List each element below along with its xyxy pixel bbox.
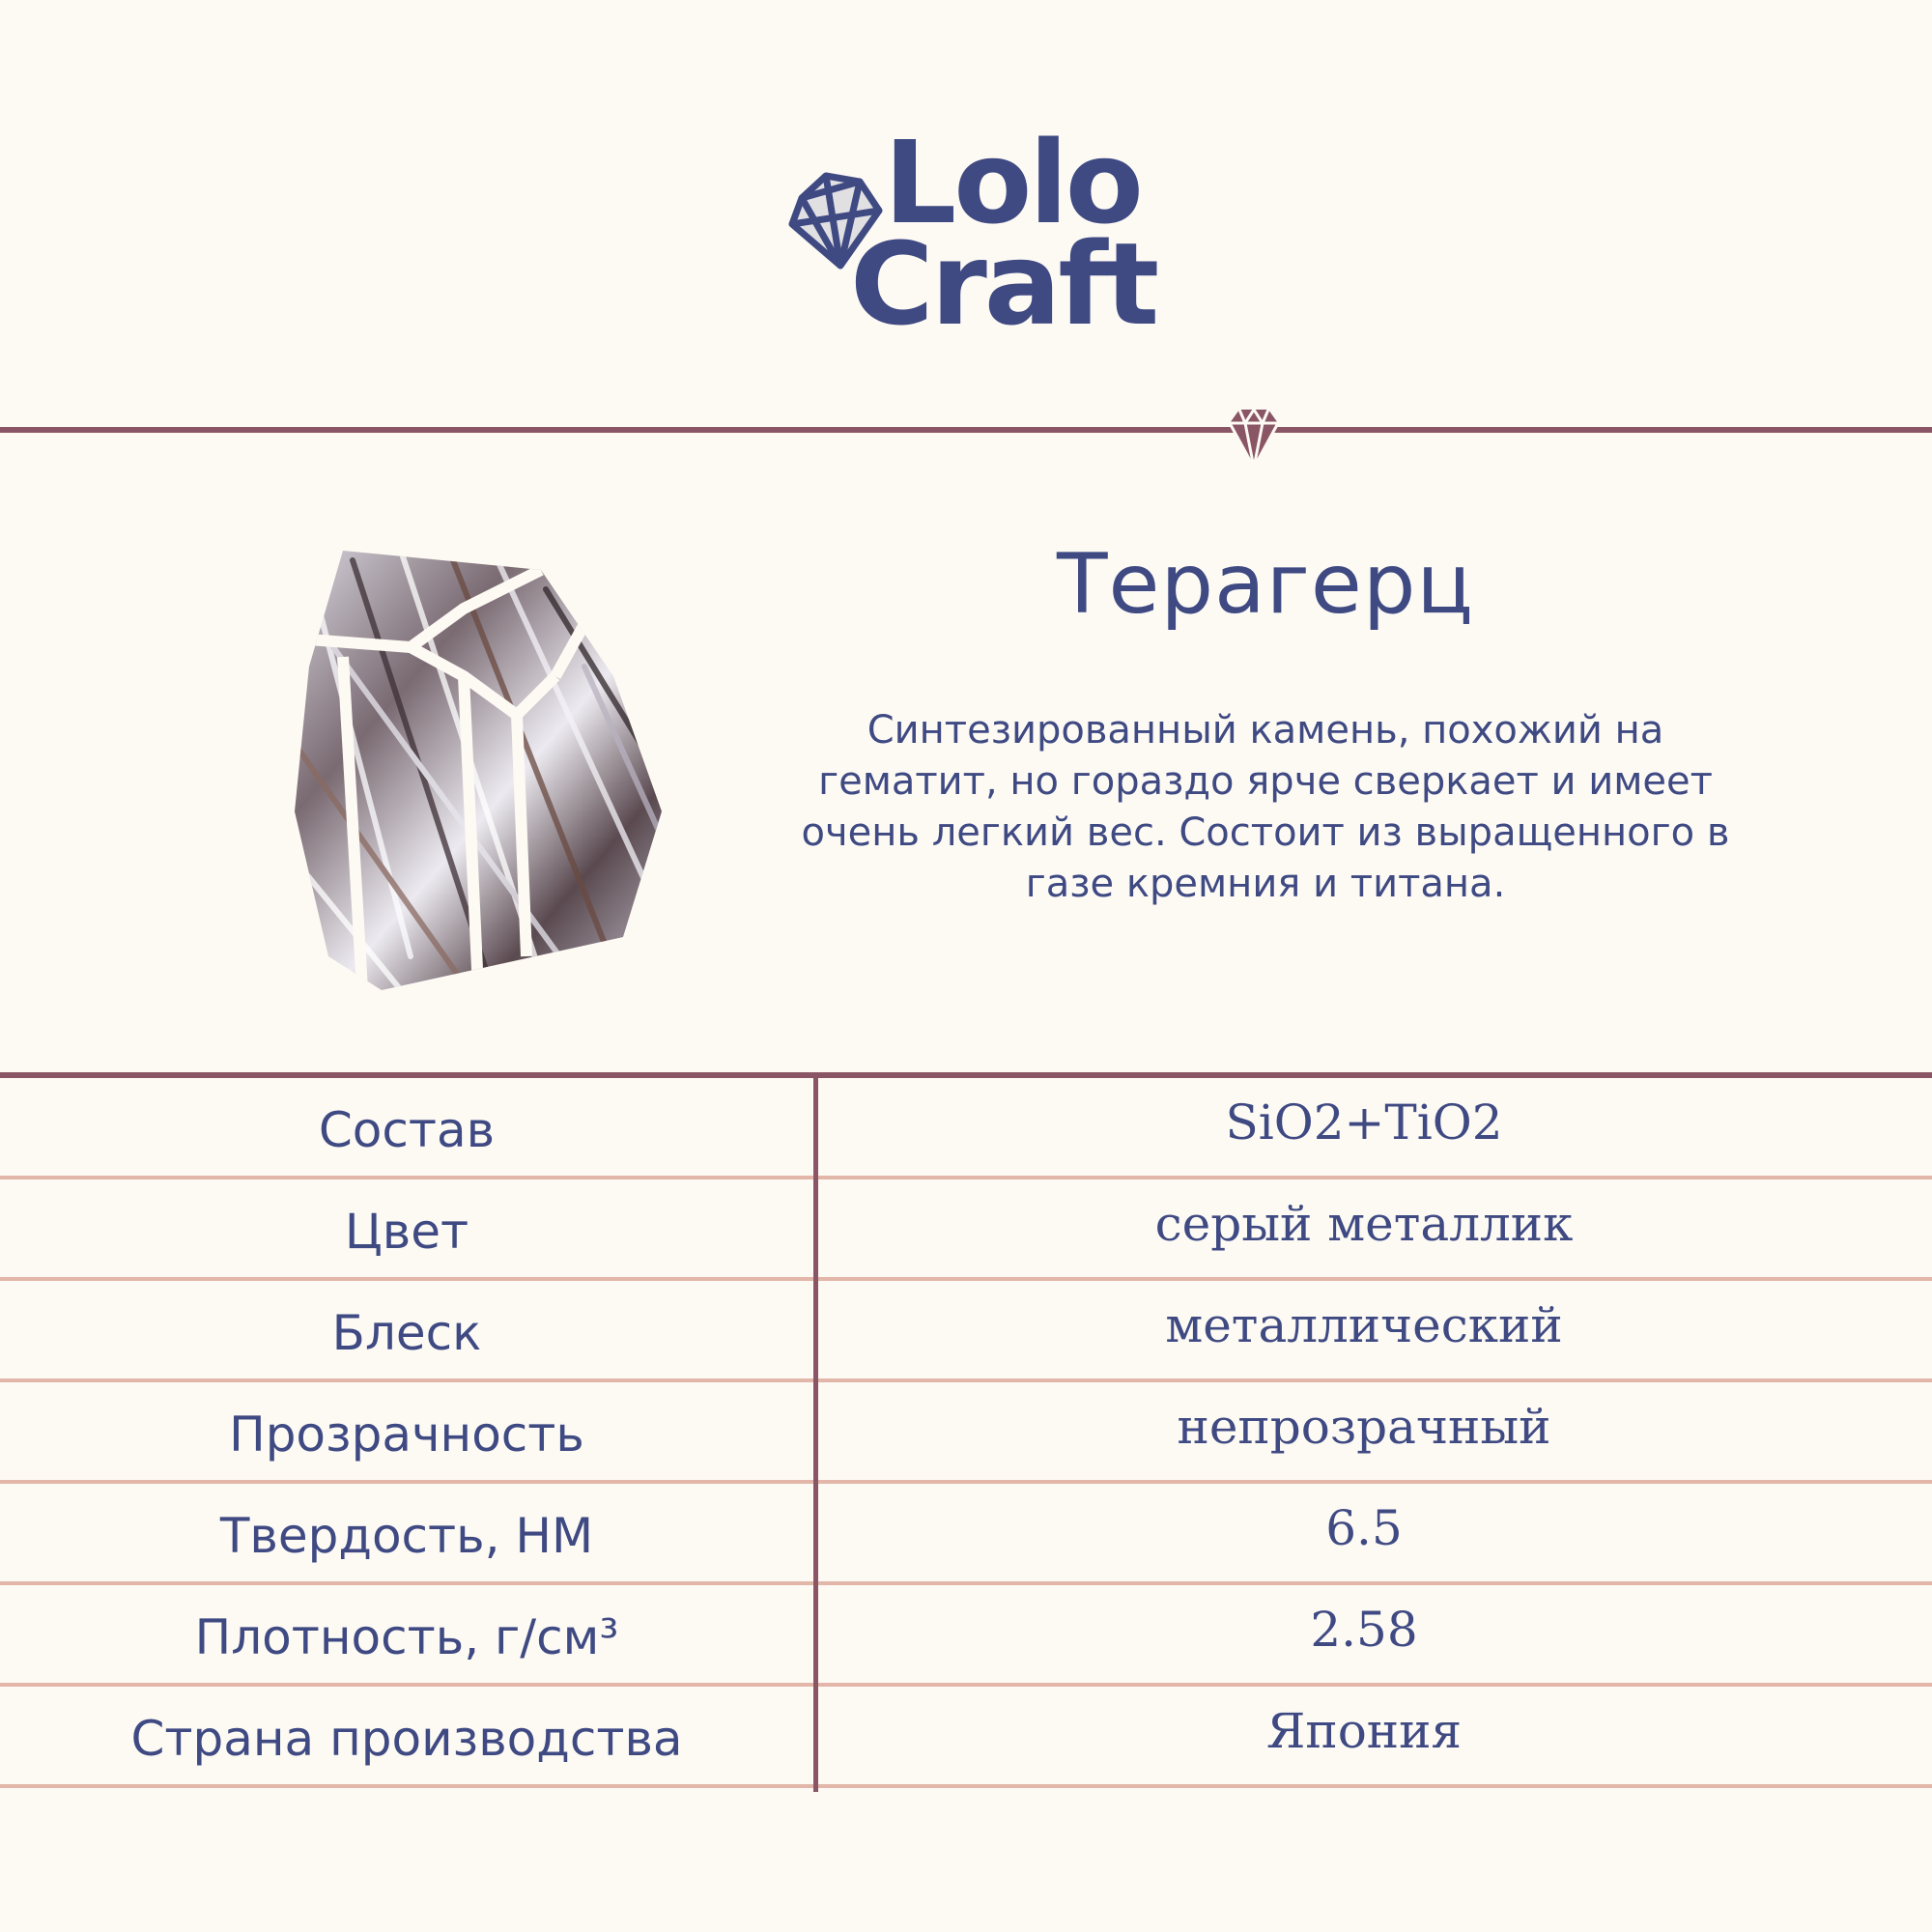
properties-table [0,1072,1932,1792]
stone-image [295,551,676,990]
property-label: Твердость, НМ [219,1508,594,1564]
property-label: Страна производства [130,1711,683,1767]
table-row [0,1484,1932,1585]
property-label: Прозрачность [229,1406,584,1463]
top-divider [0,427,1932,433]
property-value: SiO2+TiO2 [1225,1094,1503,1151]
property-value: 2.58 [1310,1602,1418,1658]
brand-logo [782,116,1169,351]
stone-title: Терагерц [1057,536,1474,633]
property-label: Состав [318,1102,496,1158]
property-label: Блеск [331,1305,482,1361]
diamond-icon [1222,404,1286,471]
table-row [0,1281,1932,1382]
property-label: Цвет [344,1204,469,1260]
table-row [0,1382,1932,1484]
brand-name-line2: Craft [850,217,1157,351]
table-row [0,1179,1932,1281]
table-row [0,1687,1932,1788]
property-value: непрозрачный [1177,1399,1551,1455]
column-divider [813,1072,818,1792]
property-label: Плотность, г/см³ [194,1609,619,1665]
property-value: 6.5 [1325,1500,1403,1556]
stone-description: Синтезированный камень, похожий на гематит, но гораздо ярче сверкает и имеет очень легкий вес. Состоит из выращенного в газе кремния и титана. [801,708,1730,906]
row-divider [0,1784,1932,1788]
table-row [0,1078,1932,1179]
property-value: Япония [1265,1703,1462,1759]
table-row [0,1585,1932,1687]
property-value: металлический [1165,1297,1563,1353]
property-value: серый металлик [1154,1196,1574,1252]
brand-name-line1: Lolo [884,116,1141,249]
